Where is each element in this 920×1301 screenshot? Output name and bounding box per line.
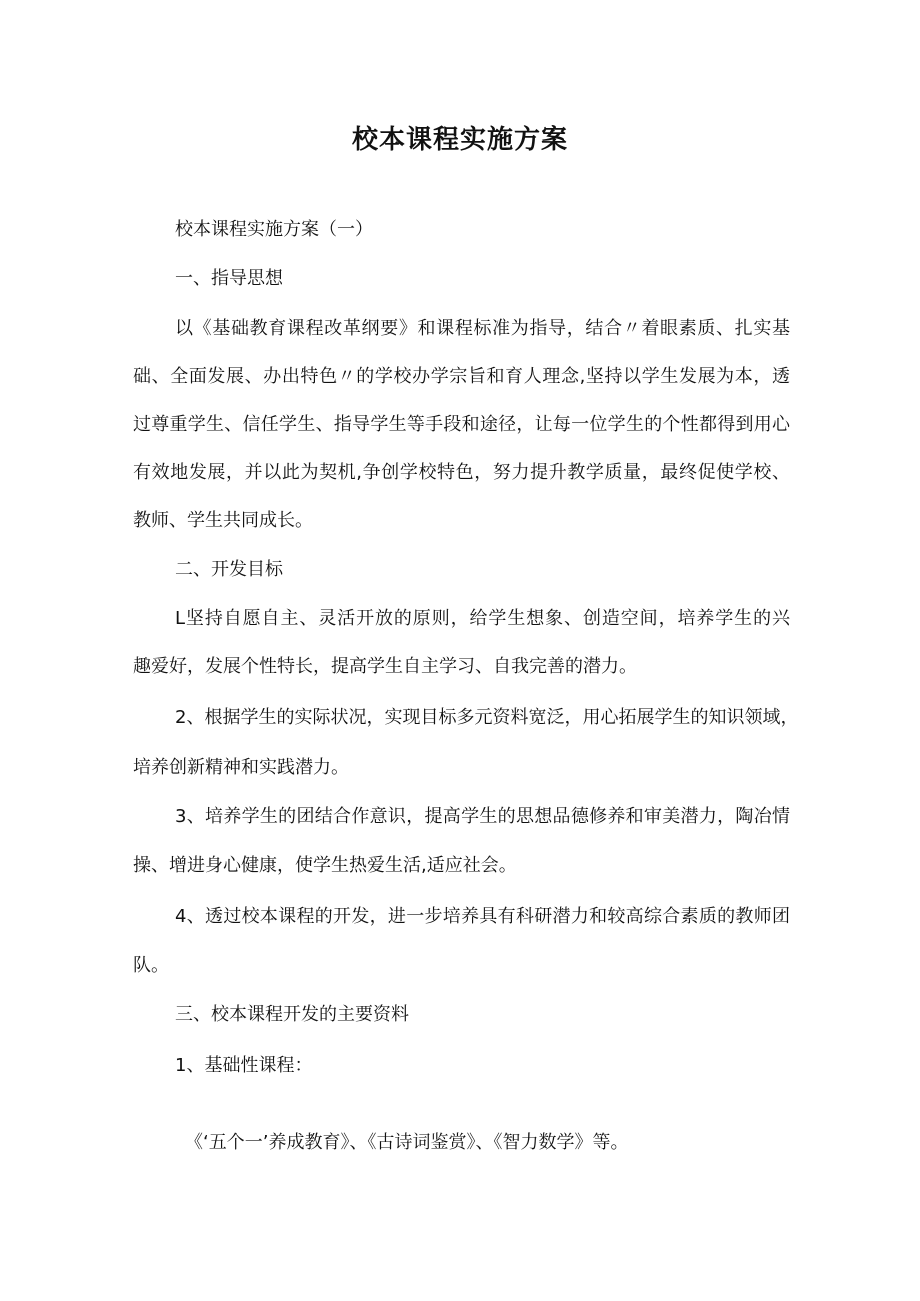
goal-item-4-line: 4、透过校本课程的开发，进一步培养具有科研潜力和较高综合素质的教师团 — [175, 906, 790, 927]
goal-item-1-line: L坚持自愿自主、灵活开放的原则，给学生想象、创造空间，培养学生的兴 — [175, 608, 790, 629]
paragraph-line: 教师、学生共同成长。 — [133, 510, 313, 531]
course-list: 《‘五个一’养成教育》、《古诗词鉴赏》、《智力数学》等。 — [185, 1132, 629, 1153]
goal-item-4-line: 队。 — [133, 955, 169, 976]
document-subtitle: 校本课程实施方案（一） — [175, 219, 373, 240]
section-heading-development-goals: 二、开发目标 — [175, 559, 283, 580]
paragraph-line: 过尊重学生、信任学生、指导学生等手段和途径，让每一位学生的个性都得到用心 — [133, 414, 790, 435]
paragraph-line: 础、全面发展、办出特色〃的学校办学宗旨和育人理念,坚持以学生发展为本，透 — [133, 366, 790, 387]
section-heading-guiding-ideology: 一、指导思想 — [175, 268, 283, 289]
goal-item-2-line: 2、根据学生的实际状况，实现目标多元资料宽泛，用心拓展学生的知识领域， — [175, 707, 799, 728]
goal-item-3-line: 3、培养学生的团结合作意识，提高学生的思想品德修养和审美潜力，陶冶情 — [175, 806, 790, 827]
paragraph-line: 以《基础教育课程改革纲要》和课程标准为指导，结合〃着眼素质、扎实基 — [175, 318, 790, 339]
section-heading-main-content: 三、校本课程开发的主要资料 — [175, 1004, 409, 1025]
goal-item-1-line: 趣爱好，发展个性特长，提高学生自主学习、自我完善的潜力。 — [133, 656, 637, 677]
paragraph-line: 有效地发展，并以此为契机,争创学校特色，努力提升教学质量，最终促使学校、 — [133, 462, 790, 483]
goal-item-3-line: 操、增进身心健康，使学生热爱生活,适应社会。 — [133, 855, 517, 876]
goal-item-2-line: 培养创新精神和实践潜力。 — [133, 757, 349, 778]
subsection-basic-courses: 1、基础性课程： — [175, 1055, 313, 1076]
page-title: 校本课程实施方案 — [351, 125, 568, 155]
